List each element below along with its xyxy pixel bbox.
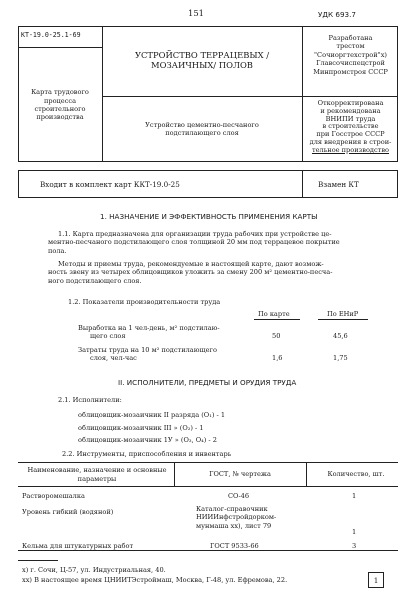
page-number: 151	[188, 8, 204, 18]
tool-2-gost: Каталог-справочник НИИИнфстройдорком-мунмаша xx), лист 79	[196, 505, 277, 530]
tools-title: 2.2. Инструменты, приспособления и инвентарь	[62, 450, 232, 458]
indicator-row-1: Выработка на 1 чел-день, м² подстилаю- щего слоя	[78, 324, 220, 341]
footnote-1: x) г. Сочи, Ц-57, ул. Индустриальная, 40.	[22, 566, 166, 574]
th-gost: ГОСТ, № чертежа	[209, 470, 271, 479]
th-qty: Количество, шт.	[327, 470, 385, 479]
tool-1-gost: СО-46	[228, 492, 250, 500]
indicator-1-enir: 45,6	[333, 332, 348, 340]
indicator-row-2: Затраты труда на 10 м² подстилающего слоя, чел-час	[78, 346, 217, 363]
performer-2: облицовщик-мозаичник III » (О₂) - 1	[78, 423, 204, 432]
performers-title: 2.1. Исполнители:	[58, 396, 122, 404]
section2-heading: II. ИСПОЛНИТЕЛИ, ПРЕДМЕТЫ И ОРУДИЯ ТРУДА	[118, 378, 297, 387]
footnote-separator	[18, 560, 58, 561]
performer-3: облицовщик-мозаичник 1У » (О₃, О₄) - 2	[78, 436, 217, 444]
col-card: По карте	[258, 310, 290, 318]
approved-by: Откорректирована и рекомендована ВНИПИ труда в строительстве при Госстрое СССР для внедрения в строи- тельное производство	[309, 99, 392, 154]
card-label: Карта трудового процесса строительного производства	[31, 88, 89, 122]
indicator-1-card: 50	[272, 332, 281, 340]
indicators-title: 1.2. Показатели производительности труда	[68, 298, 221, 306]
performer-1: облицовщик-мозаичник II разряда (О₁) - 1	[78, 411, 226, 419]
section1-heading: 1. НАЗНАЧЕНИЕ И ЭФФЕКТИВНОСТЬ ПРИМЕНЕНИЯ КАРТЫ	[100, 212, 318, 221]
th-name: Наименование, назначение и основные параметры	[27, 466, 167, 483]
tool-3-gost: ГОСТ 9533-66	[210, 542, 259, 550]
tool-2-qty: 1	[352, 528, 357, 536]
udk-code: УДК 693.7	[318, 10, 356, 19]
section1-paragraph2: Методы и приемы труда, рекомендуемые в настоящей карте, дают возмож- ность звену из четырех облицовщиков уложить за смену 200 м² цементно-песча- ного подстилающего слоя.	[48, 260, 333, 285]
performers-list	[78, 409, 225, 447]
footnote-2: xx) В настоящее время ЦНИИТЭстроймаш, Москва, Г-48, ул. Ефремова, 22.	[22, 576, 288, 584]
card-subtitle: Устройство цементно-песчаного подстилающего слоя	[145, 120, 259, 137]
indicator-2-card: 1,6	[272, 354, 283, 362]
tool-1-qty: 1	[352, 492, 357, 500]
card-code: КТ-19.0-25.1-69	[21, 31, 81, 39]
card-title: УСТРОЙСТВО ТЕРРАЦЕВЫХ /МОЗАИЧНЫХ/ ПОЛОВ	[134, 50, 270, 70]
tool-1-name: Растворомешалка	[22, 492, 85, 500]
included-in: Входит в комплект карт ККТ-19.0-25	[40, 180, 180, 189]
tool-3-qty: 3	[352, 542, 357, 550]
developed-by: Разработана трестом "Сочиоргтехстрой"x) Главсочиспецстрой Минпромстроя СССР	[313, 34, 388, 76]
replaces: Взамен КТ	[318, 180, 359, 189]
section1-paragraph1: 1.1. Карта предназначена для организации труда рабочих при устройстве це- ментно-песчаного подстилающего слоя толщиной 20 мм под террацевое покрытие пола.	[48, 230, 340, 255]
tool-2-name: Уровень гибкий (водяной)	[22, 508, 114, 516]
indicator-2-enir: 1,75	[333, 354, 348, 362]
tool-3-name: Кельма для штукатурных работ	[22, 542, 134, 550]
corner-number: 1	[373, 575, 379, 585]
col-enir: По ЕНиР	[327, 310, 359, 318]
